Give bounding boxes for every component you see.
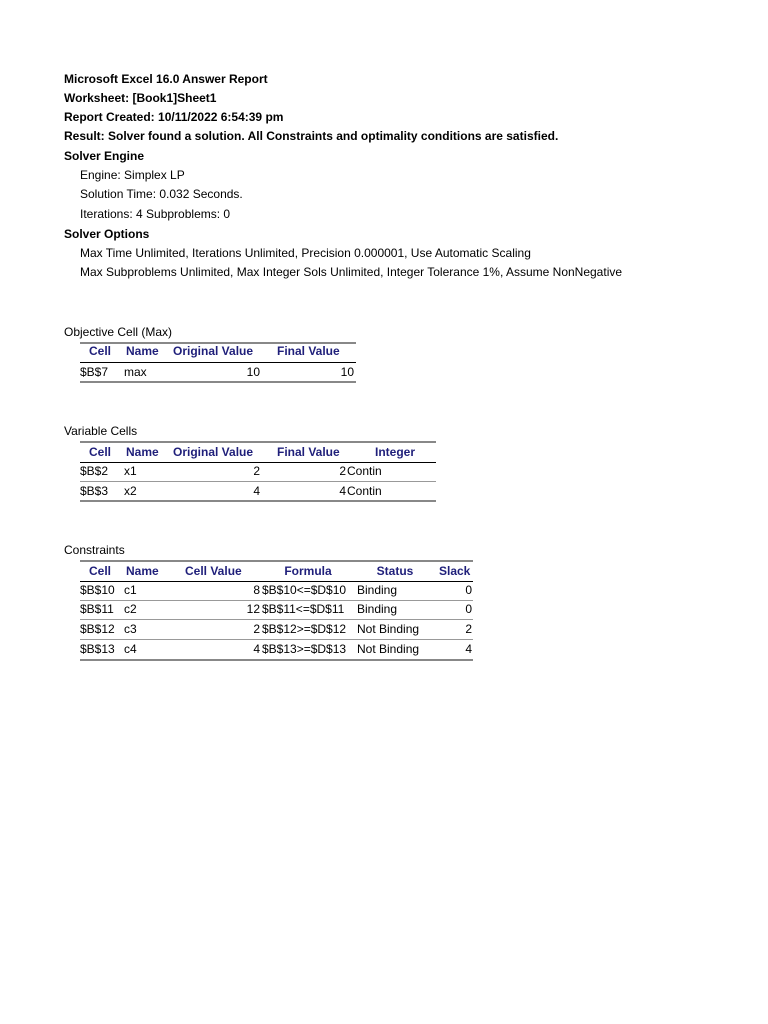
col-final-value: Final Value [277, 445, 340, 459]
col-cell: Cell [88, 564, 111, 578]
integer-value: Contin [347, 464, 382, 478]
formula: $B$10<=$D$10 [262, 583, 347, 597]
slack: 0 [465, 602, 472, 616]
original-value: 10 [246, 365, 260, 379]
final-value: 4 [339, 484, 346, 498]
col-cell: Cell [88, 344, 111, 358]
status: Binding [357, 602, 398, 616]
cell-name: x1 [124, 464, 137, 478]
cell-ref: $B$12 [80, 622, 115, 636]
col-cell-value: Cell Value [185, 564, 242, 578]
slack: 0 [465, 583, 472, 597]
col-original-value: Original Value [173, 445, 254, 459]
col-original-value: Original Value [173, 344, 254, 358]
solver-options-heading: Solver Options [64, 227, 150, 241]
worksheet-label: Worksheet: [Book1]Sheet1 [64, 91, 217, 105]
constraints-title: Constraints [64, 543, 125, 557]
col-cell: Cell [88, 445, 111, 459]
status: Binding [357, 583, 398, 597]
result-text: Result: Solver found a solution. All Constraints and optimality conditions are satisfied. [64, 129, 559, 143]
solution-time: Solution Time: 0.032 Seconds. [80, 187, 243, 201]
status: Not Binding [357, 642, 420, 656]
formula: $B$12>=$D$12 [262, 622, 347, 636]
solver-engine-heading: Solver Engine [64, 149, 145, 163]
cell-ref: $B$10 [80, 583, 115, 597]
original-value: 2 [253, 464, 260, 478]
integer-value: Contin [347, 484, 382, 498]
objective-title: Objective Cell (Max) [64, 325, 173, 339]
slack: 4 [465, 642, 472, 656]
slack: 2 [465, 622, 472, 636]
cell-name: c4 [124, 642, 137, 656]
cell-name: c3 [124, 622, 137, 636]
report-title: Microsoft Excel 16.0 Answer Report [64, 72, 268, 86]
col-integer: Integer [374, 445, 415, 459]
cell-value: 8 [253, 583, 260, 597]
cell-ref: $B$13 [80, 642, 115, 656]
col-status: Status [376, 564, 414, 578]
col-slack: Slack [439, 564, 471, 578]
cell-ref: $B$7 [80, 365, 109, 379]
cell-ref: $B$3 [80, 484, 109, 498]
cell-ref: $B$2 [80, 464, 109, 478]
formula: $B$11<=$D$11 [262, 602, 345, 616]
original-value: 4 [253, 484, 260, 498]
engine-text: Engine: Simplex LP [80, 168, 185, 182]
cell-name: x2 [124, 484, 137, 498]
col-name: Name [126, 344, 159, 358]
cell-value: 12 [246, 602, 260, 616]
cell-value: 2 [253, 622, 260, 636]
cell-ref: $B$11 [80, 602, 114, 616]
formula: $B$13>=$D$13 [262, 642, 347, 656]
cell-name: c2 [124, 602, 137, 616]
report-created: Report Created: 10/11/2022 6:54:39 pm [64, 110, 284, 124]
cell-name: c1 [124, 583, 137, 597]
options-line-2: Max Subproblems Unlimited, Max Integer Sols Unlimited, Integer Tolerance 1%, Assume NonNegative [80, 265, 623, 279]
iterations-text: Iterations: 4 Subproblems: 0 [80, 207, 231, 221]
col-final-value: Final Value [277, 344, 340, 358]
variables-title: Variable Cells [64, 424, 138, 438]
col-formula: Formula [284, 564, 332, 578]
col-name: Name [126, 564, 159, 578]
final-value: 10 [340, 365, 354, 379]
cell-value: 4 [253, 642, 260, 656]
cell-name: max [124, 365, 147, 379]
col-name: Name [126, 445, 159, 459]
status: Not Binding [357, 622, 420, 636]
options-line-1: Max Time Unlimited, Iterations Unlimited, Precision 0.000001, Use Automatic Scaling [80, 246, 531, 260]
final-value: 2 [339, 464, 346, 478]
